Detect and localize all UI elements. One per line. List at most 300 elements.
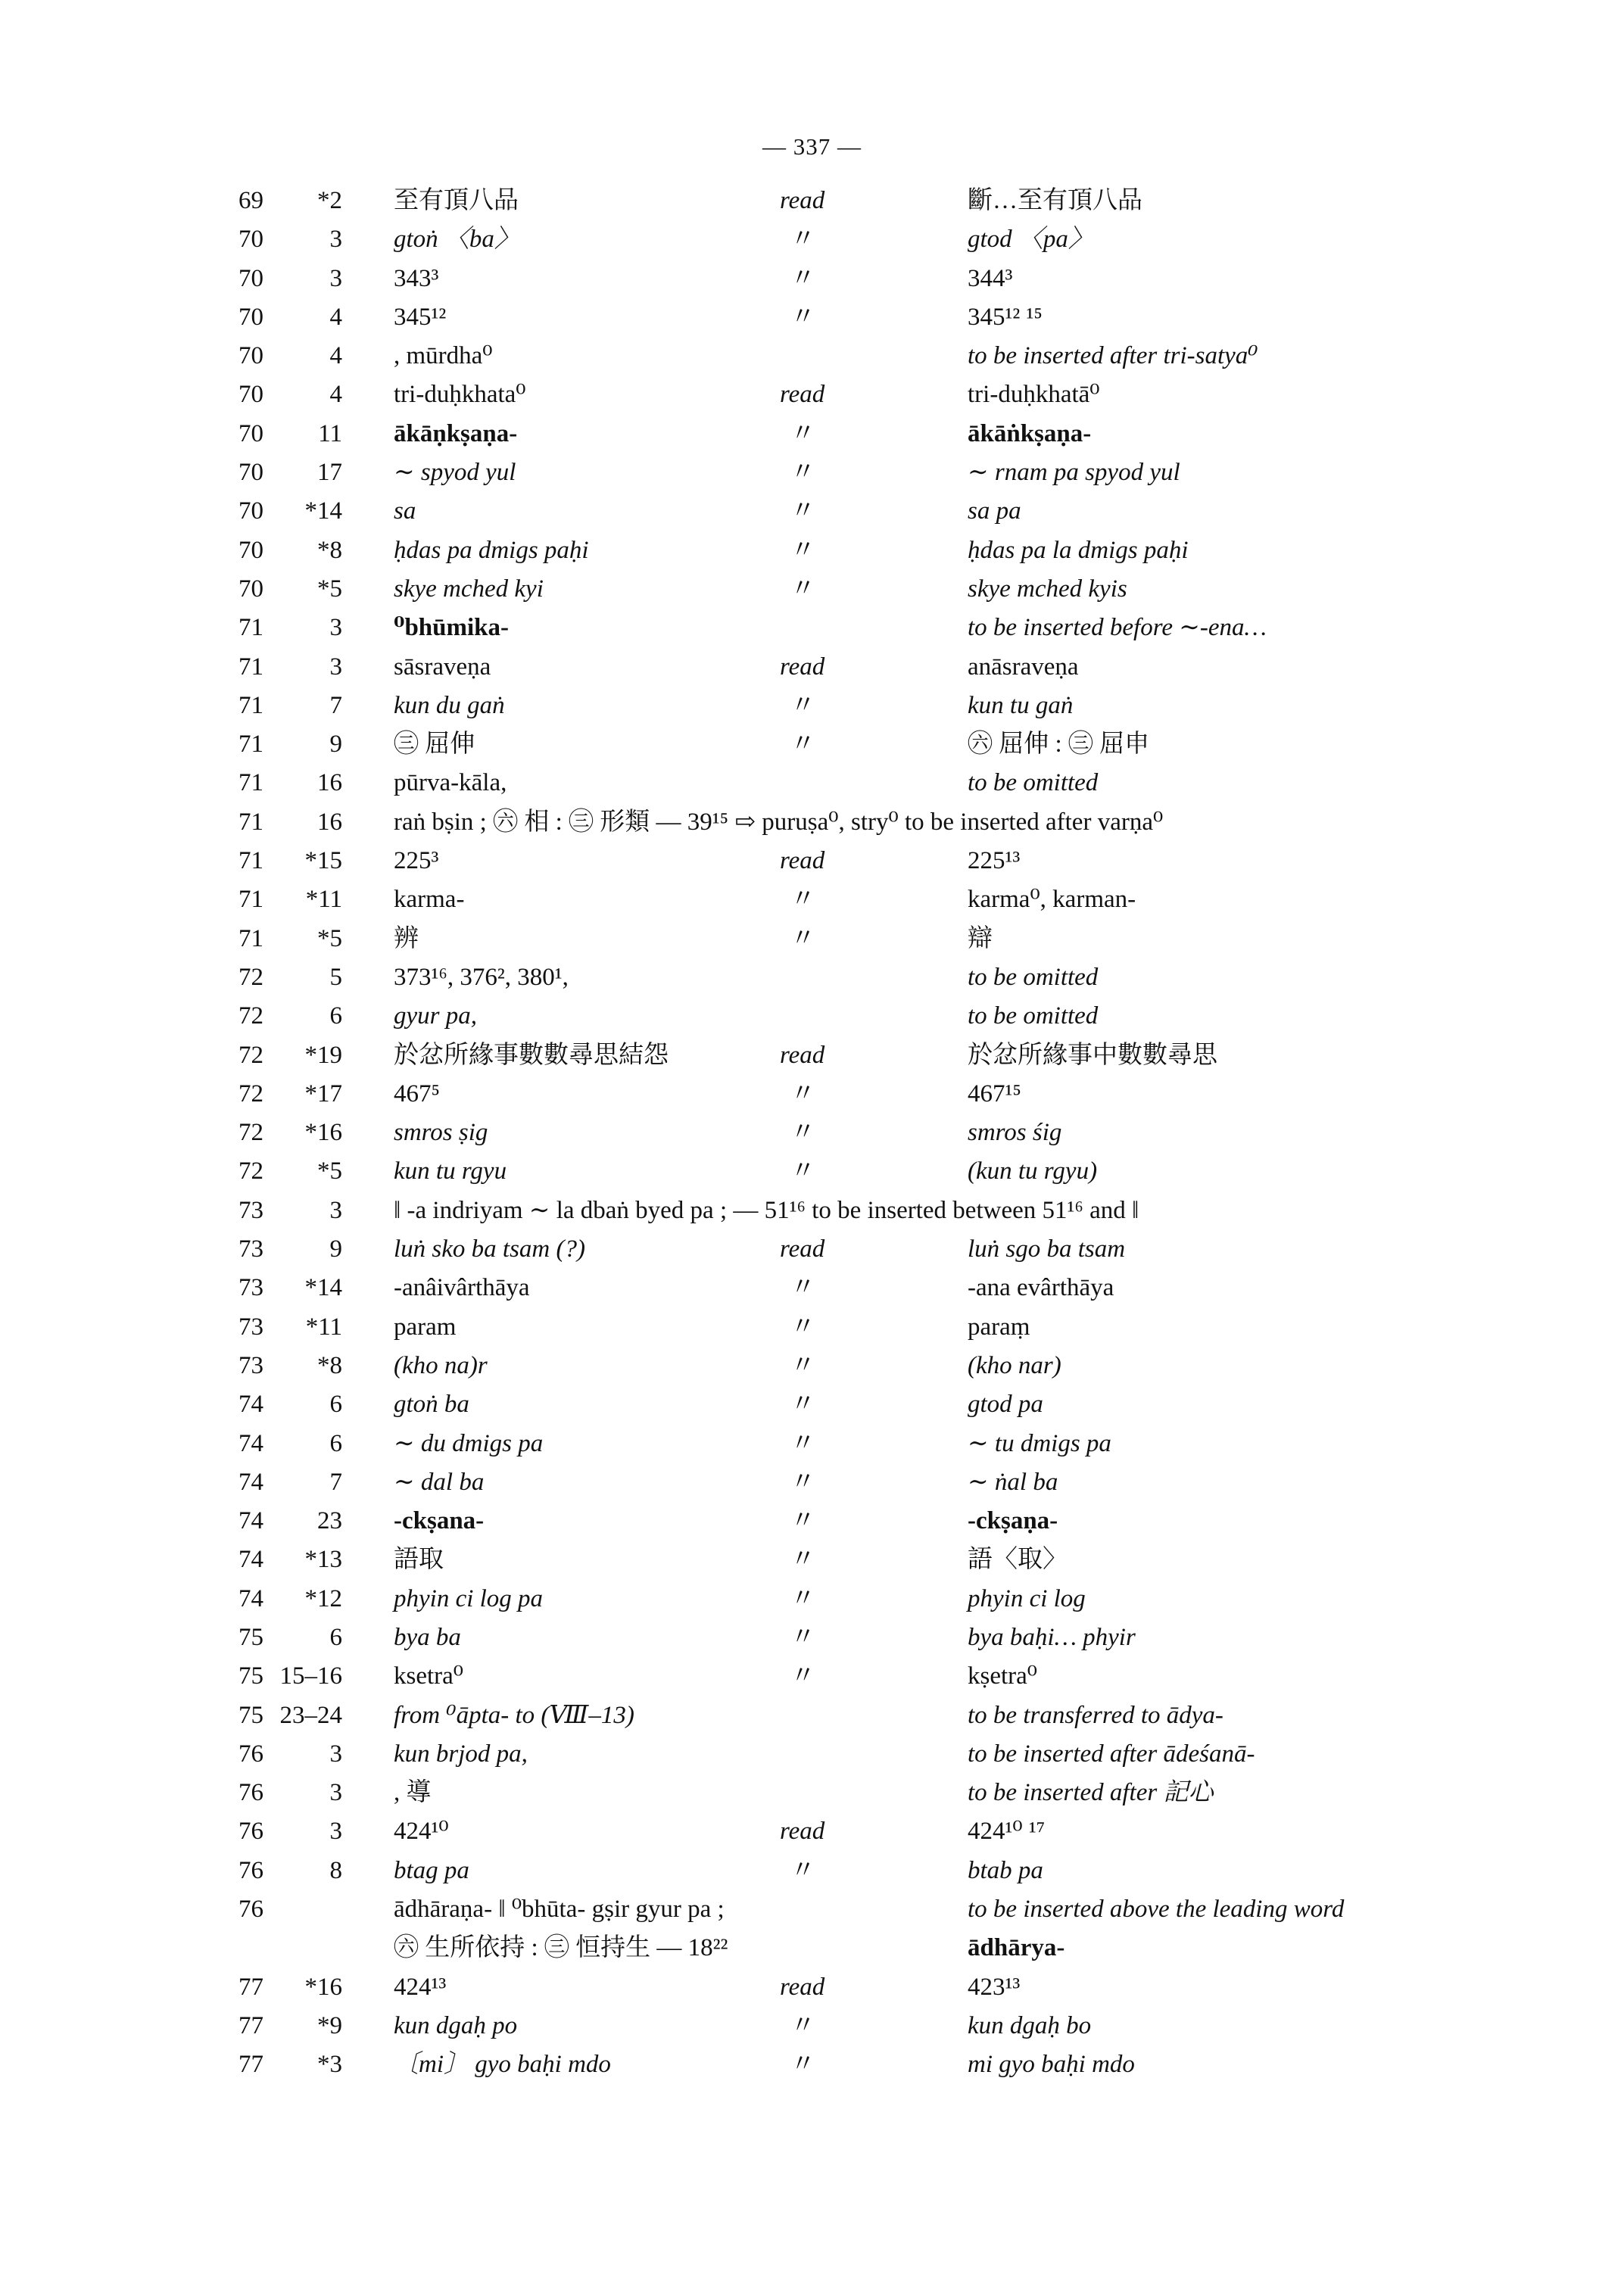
erroneous-text-line: 345¹² xyxy=(394,303,447,331)
line-ref: 8 xyxy=(329,1856,342,1884)
erroneous-text-line: ksetra⁰ xyxy=(394,1662,464,1690)
page-ref: 71 xyxy=(238,886,263,914)
page-ref: 76 xyxy=(238,1896,263,1924)
erroneous-text xyxy=(394,725,1045,764)
corrected-text xyxy=(968,609,1573,647)
erroneous-text-line: 424¹³ xyxy=(394,1973,447,2001)
erroneous-text-line: sa xyxy=(394,497,416,525)
erroneous-text-line: ‖ -a indriyam ∼ la dbaṅ byed pa ; — 51¹⁶ to be inserted between 51¹⁶ and ‖ xyxy=(394,1196,1139,1224)
corrected-text-line: 424¹⁰ ¹⁷ xyxy=(968,1818,1046,1846)
page-ref: 74 xyxy=(238,1546,263,1574)
erroneous-text xyxy=(394,1580,1045,1618)
page-ref: 70 xyxy=(238,381,263,409)
erroneous-text-line: 語取 xyxy=(394,1546,444,1574)
errata-row xyxy=(0,648,1624,687)
page-number: — 337 — xyxy=(762,133,862,160)
errata-row xyxy=(0,570,1624,609)
erroneous-text xyxy=(394,1463,1045,1502)
erroneous-text-line: 424¹⁰ xyxy=(394,1818,449,1846)
line-ref: *2 xyxy=(317,187,342,214)
erroneous-text xyxy=(394,609,1045,647)
errata-row xyxy=(0,725,1624,764)
errata-row xyxy=(0,260,1624,298)
erroneous-text xyxy=(394,1230,1045,1269)
errata-row xyxy=(0,1347,1624,1385)
erroneous-text-line: ākāṇkṣaṇa- xyxy=(394,419,518,447)
errata-row xyxy=(0,453,1624,492)
corrected-text-line: to be inserted above the leading word xyxy=(968,1896,1345,1924)
erroneous-text-line: ∼ dal ba xyxy=(394,1468,485,1496)
corrected-text xyxy=(968,1036,1573,1075)
line-ref: 4 xyxy=(329,303,342,331)
corrected-text xyxy=(968,1425,1573,1463)
erroneous-text-line: kun tu rgyu xyxy=(394,1157,507,1185)
errata-row xyxy=(0,337,1624,375)
erroneous-text-line: raṅ bṣin ; ㊅ 相 : ㊂ 形類 — 39¹⁵ ⇨ puruṣa⁰, stry⁰ to be inserted after varṇa⁰ xyxy=(394,808,1164,836)
corrected-text-line: karma⁰, karman- xyxy=(968,886,1136,914)
page-ref: 70 xyxy=(238,419,263,447)
erroneous-text xyxy=(394,648,1045,687)
page-ref: 76 xyxy=(238,1779,263,1807)
corrected-text-line: to be inserted after ādeśanā- xyxy=(968,1740,1255,1768)
erroneous-text-line: -ckṣana- xyxy=(394,1507,485,1535)
errata-row xyxy=(0,1269,1624,1307)
correction-verb: 〃 xyxy=(790,2011,815,2039)
erroneous-text xyxy=(394,1152,1045,1191)
erroneous-text xyxy=(394,1541,1045,1579)
erroneous-text xyxy=(394,531,1045,570)
correction-verb: 〃 xyxy=(790,1662,815,1690)
erroneous-text xyxy=(394,1618,1045,1657)
corrected-text xyxy=(968,1890,1573,1968)
corrected-text-line: bya baḥi… phyir xyxy=(968,1623,1136,1651)
page-ref: 74 xyxy=(238,1429,263,1457)
page-ref: 73 xyxy=(238,1313,263,1341)
corrected-text xyxy=(968,2045,1573,2084)
erroneous-text xyxy=(394,260,1045,298)
erroneous-text-line: gyur pa, xyxy=(394,1002,477,1030)
correction-verb: 〃 xyxy=(790,1119,815,1147)
erroneous-text xyxy=(394,415,1045,453)
correction-verb: read xyxy=(780,381,825,409)
page-ref: 76 xyxy=(238,1856,263,1884)
erroneous-text xyxy=(394,1269,1045,1307)
correction-verb: 〃 xyxy=(790,1274,815,1302)
erroneous-text-line: 至有頂八品 xyxy=(394,187,519,214)
corrected-text-line: to be omitted xyxy=(968,963,1099,991)
errata-row xyxy=(0,842,1624,880)
corrected-text xyxy=(968,1735,1573,1774)
corrected-text-line: ākāṅkṣaṇa- xyxy=(968,419,1092,447)
errata-row xyxy=(0,687,1624,725)
line-ref: *16 xyxy=(304,1973,342,2001)
corrected-text-line: ∼ tu dmigs pa xyxy=(968,1429,1111,1457)
correction-verb: 〃 xyxy=(790,1468,815,1496)
erroneous-text-line: bya ba xyxy=(394,1623,461,1651)
correction-verb: read xyxy=(780,1041,825,1069)
correction-verb: 〃 xyxy=(790,2051,815,2079)
page-ref: 75 xyxy=(238,1623,263,1651)
erroneous-text xyxy=(394,220,1045,259)
corrected-text-line: luṅ sgo ba tsam xyxy=(968,1235,1126,1263)
erroneous-text xyxy=(394,1890,1045,1968)
correction-verb: read xyxy=(780,847,825,875)
errata-row xyxy=(0,1425,1624,1463)
line-ref: *16 xyxy=(304,1119,342,1147)
correction-verb: 〃 xyxy=(790,924,815,952)
corrected-text-line: to be inserted after 記心 xyxy=(968,1779,1214,1807)
corrected-text xyxy=(968,1541,1573,1579)
errata-row xyxy=(0,415,1624,453)
line-ref: *5 xyxy=(317,575,342,603)
erroneous-text xyxy=(394,1657,1045,1696)
corrected-text-line: -ana evârthāya xyxy=(968,1274,1114,1302)
errata-row xyxy=(0,1890,1624,1968)
corrected-text-line: gtod 〈pa〉 xyxy=(968,226,1093,254)
line-ref: 16 xyxy=(317,769,342,797)
errata-row xyxy=(0,1308,1624,1347)
erroneous-text-line: ∼ spyod yul xyxy=(394,459,516,487)
erroneous-text xyxy=(394,1774,1045,1812)
line-ref: 6 xyxy=(329,1623,342,1651)
errata-row xyxy=(0,1385,1624,1424)
correction-verb: 〃 xyxy=(790,1429,815,1457)
erroneous-text xyxy=(394,997,1045,1036)
page-ref: 77 xyxy=(238,2051,263,2079)
line-ref: *13 xyxy=(304,1546,342,1574)
line-ref: 16 xyxy=(317,808,342,836)
correction-verb: read xyxy=(780,1973,825,2001)
erroneous-text xyxy=(394,687,1045,725)
erroneous-text xyxy=(394,1812,1045,1851)
corrected-text xyxy=(968,1308,1573,1347)
erroneous-text xyxy=(394,1968,1045,2007)
erroneous-text xyxy=(394,1347,1045,1385)
corrected-text-line: 225¹³ xyxy=(968,847,1021,875)
errata-row xyxy=(0,1774,1624,1812)
erroneous-text-line: ⁰bhūmika- xyxy=(394,614,510,642)
page-ref: 74 xyxy=(238,1584,263,1612)
corrected-text-line: 斷…至有頂八品 xyxy=(968,187,1142,214)
correction-verb: read xyxy=(780,653,825,681)
corrected-text xyxy=(968,725,1573,764)
corrected-text xyxy=(968,337,1573,375)
errata-row xyxy=(0,1075,1624,1114)
errata-row xyxy=(0,1230,1624,1269)
erroneous-text-line: ∼ du dmigs pa xyxy=(394,1429,544,1457)
page-ref: 77 xyxy=(238,1973,263,2001)
corrected-text xyxy=(968,260,1573,298)
corrected-text xyxy=(968,997,1573,1036)
erroneous-text-line: tri-duḥkhata⁰ xyxy=(394,381,526,409)
erroneous-text xyxy=(394,842,1045,880)
page-ref: 72 xyxy=(238,1119,263,1147)
erroneous-text xyxy=(394,570,1045,609)
erroneous-text-line: (kho na)r xyxy=(394,1351,488,1379)
line-ref: 23–24 xyxy=(279,1701,342,1729)
line-ref: 4 xyxy=(329,381,342,409)
errata-row xyxy=(0,1618,1624,1657)
page-ref: 70 xyxy=(238,497,263,525)
corrected-text xyxy=(968,1347,1573,1385)
corrected-text xyxy=(968,1580,1573,1618)
line-ref: 11 xyxy=(318,419,342,447)
corrected-text-line: ㊅ 屈伸 : ㊂ 屈申 xyxy=(968,731,1150,759)
erroneous-text-line: param xyxy=(394,1313,457,1341)
page-ref: 73 xyxy=(238,1351,263,1379)
line-ref: *15 xyxy=(304,847,342,875)
corrected-text xyxy=(968,182,1573,220)
corrected-text-line: -ckṣaṇa- xyxy=(968,1507,1058,1535)
corrected-text xyxy=(968,958,1573,997)
page-ref: 71 xyxy=(238,847,263,875)
correction-verb: 〃 xyxy=(790,1080,815,1108)
corrected-text-line: tri-duḥkhatā⁰ xyxy=(968,381,1100,409)
errata-row xyxy=(0,298,1624,337)
page-ref: 75 xyxy=(238,1662,263,1690)
line-ref: 23 xyxy=(317,1507,342,1535)
erroneous-text-line: ḥdas pa dmigs paḥi xyxy=(394,536,589,564)
page-ref: 76 xyxy=(238,1740,263,1768)
page-ref: 71 xyxy=(238,924,263,952)
line-ref: 9 xyxy=(329,1235,342,1263)
line-ref: 5 xyxy=(329,963,342,991)
page-ref: 71 xyxy=(238,769,263,797)
corrected-text-line: 於忿所緣事中數數尋思 xyxy=(968,1041,1217,1069)
line-ref: 3 xyxy=(329,226,342,254)
line-ref: *11 xyxy=(305,886,342,914)
page-ref: 71 xyxy=(238,731,263,759)
line-ref: 6 xyxy=(329,1002,342,1030)
corrected-text xyxy=(968,570,1573,609)
corrected-text-line: skye mched kyis xyxy=(968,575,1127,603)
errata-row xyxy=(0,2007,1624,2045)
line-ref: *8 xyxy=(317,536,342,564)
erroneous-text-line: 225³ xyxy=(394,847,439,875)
page-ref: 71 xyxy=(238,653,263,681)
page-ref: 72 xyxy=(238,1002,263,1030)
erroneous-text xyxy=(394,1075,1045,1114)
erroneous-text-line: phyin ci log pa xyxy=(394,1584,544,1612)
corrected-text xyxy=(968,415,1573,453)
line-ref: 3 xyxy=(329,264,342,292)
line-ref: 3 xyxy=(329,653,342,681)
errata-row xyxy=(0,880,1624,919)
erroneous-text xyxy=(394,492,1045,531)
corrected-text-line: anāsraveṇa xyxy=(968,653,1079,681)
erroneous-text xyxy=(394,1385,1045,1424)
errata-row xyxy=(0,1152,1624,1191)
erroneous-text xyxy=(394,2007,1045,2045)
erroneous-text xyxy=(394,1308,1045,1347)
corrected-text xyxy=(968,1463,1573,1502)
errata-row xyxy=(0,531,1624,570)
erroneous-text xyxy=(394,920,1045,958)
erroneous-text xyxy=(394,1114,1045,1152)
erroneous-text-line: 343³ xyxy=(394,264,439,292)
erroneous-text-line: , mūrdha⁰ xyxy=(394,342,493,370)
erroneous-text xyxy=(394,337,1045,375)
errata-table xyxy=(0,182,1624,2085)
erroneous-text xyxy=(394,1036,1045,1075)
corrected-text xyxy=(968,764,1573,802)
line-ref: 3 xyxy=(329,1779,342,1807)
line-ref: *5 xyxy=(317,924,342,952)
errata-row xyxy=(0,958,1624,997)
line-ref: 3 xyxy=(329,1196,342,1224)
erroneous-text-line: 373¹⁶, 376², 380¹, xyxy=(394,963,569,991)
corrected-text-line: 423¹³ xyxy=(968,1973,1021,2001)
erroneous-text xyxy=(394,764,1045,802)
erroneous-text-line: gtoṅ 〈ba〉 xyxy=(394,226,519,254)
errata-row xyxy=(0,764,1624,802)
page-ref: 70 xyxy=(238,536,263,564)
corrected-text-line: ādhārya- xyxy=(968,1934,1065,1962)
page-ref: 70 xyxy=(238,226,263,254)
line-ref: 3 xyxy=(329,1740,342,1768)
corrected-text-line: 語〈取〉 xyxy=(968,1546,1068,1574)
corrected-text xyxy=(968,375,1573,414)
errata-row xyxy=(0,1036,1624,1075)
line-ref: *17 xyxy=(304,1080,342,1108)
line-ref: 6 xyxy=(329,1429,342,1457)
corrected-text xyxy=(968,1075,1573,1114)
correction-verb: read xyxy=(780,1818,825,1846)
corrected-text xyxy=(968,1696,1573,1735)
corrected-text xyxy=(968,1385,1573,1424)
page-ref: 71 xyxy=(238,614,263,642)
erroneous-text xyxy=(394,1852,1045,1890)
correction-verb: 〃 xyxy=(790,886,815,914)
line-ref: *12 xyxy=(304,1584,342,1612)
erroneous-text-line: pūrva-kāla, xyxy=(394,769,507,797)
erroneous-text-line: kun du gaṅ xyxy=(394,691,505,719)
errata-row xyxy=(0,1812,1624,1851)
erroneous-text-line: luṅ sko ba tsam (?) xyxy=(394,1235,585,1263)
erroneous-text xyxy=(394,1502,1045,1541)
page-ref: 70 xyxy=(238,264,263,292)
corrected-text-line: kun tu gaṅ xyxy=(968,691,1074,719)
erroneous-text-line: 〔mi〕 gyo baḥi mdo xyxy=(394,2051,611,2079)
line-ref: 6 xyxy=(329,1391,342,1419)
erroneous-text xyxy=(394,803,1164,842)
correction-verb: 〃 xyxy=(790,459,815,487)
page-ref: 72 xyxy=(238,1157,263,1185)
page-ref: 70 xyxy=(238,303,263,331)
page-ref: 70 xyxy=(238,459,263,487)
corrected-text xyxy=(968,648,1573,687)
correction-verb: read xyxy=(780,187,825,214)
erroneous-text-line: skye mched kyi xyxy=(394,575,544,603)
correction-verb: 〃 xyxy=(790,691,815,719)
page-ref: 70 xyxy=(238,575,263,603)
corrected-text xyxy=(968,1812,1573,1851)
line-ref: *14 xyxy=(304,497,342,525)
corrected-text-line: btab pa xyxy=(968,1856,1043,1884)
corrected-text-line: 345¹² ¹⁵ xyxy=(968,303,1043,331)
line-ref: 7 xyxy=(329,1468,342,1496)
correction-verb: 〃 xyxy=(790,1623,815,1651)
erroneous-text-line: 於忿所緣事數數尋思結怨 xyxy=(394,1041,669,1069)
erroneous-text-line: ㊅ 生所依持 : ㊂ 恒持生 — 18²² xyxy=(394,1934,728,1962)
erroneous-text-line: -anâivârthāya xyxy=(394,1274,530,1302)
page-ref: 70 xyxy=(238,342,263,370)
corrected-text xyxy=(968,880,1573,919)
erroneous-text-line: sāsraveṇa xyxy=(394,653,491,681)
page-ref: 71 xyxy=(238,808,263,836)
correction-verb: 〃 xyxy=(790,1856,815,1884)
corrected-text-line: 辯 xyxy=(968,924,993,952)
correction-verb: 〃 xyxy=(790,264,815,292)
erroneous-text xyxy=(394,453,1045,492)
page-ref: 73 xyxy=(238,1196,263,1224)
correction-verb: 〃 xyxy=(790,731,815,759)
correction-verb: 〃 xyxy=(790,575,815,603)
corrected-text-line: mi gyo baḥi mdo xyxy=(968,2051,1135,2079)
correction-verb: 〃 xyxy=(790,1351,815,1379)
erroneous-text-line: from ⁰āpta- to (Ⅷ–13) xyxy=(394,1701,634,1729)
line-ref: *11 xyxy=(305,1313,342,1341)
line-ref: *14 xyxy=(304,1274,342,1302)
page-ref: 75 xyxy=(238,1701,263,1729)
page-ref: 73 xyxy=(238,1274,263,1302)
errata-row xyxy=(0,220,1624,259)
page-ref: 72 xyxy=(238,1041,263,1069)
page-ref: 73 xyxy=(238,1235,263,1263)
correction-verb: 〃 xyxy=(790,1584,815,1612)
errata-row xyxy=(0,1463,1624,1502)
correction-verb: 〃 xyxy=(790,536,815,564)
erroneous-text-line: kun brjod pa, xyxy=(394,1740,528,1768)
corrected-text xyxy=(968,1230,1573,1269)
line-ref: 3 xyxy=(329,614,342,642)
correction-verb: 〃 xyxy=(790,226,815,254)
corrected-text xyxy=(968,1774,1573,1812)
corrected-text-line: (kho nar) xyxy=(968,1351,1061,1379)
corrected-text-line: 467¹⁵ xyxy=(968,1080,1021,1108)
errata-row xyxy=(0,1657,1624,1696)
errata-row xyxy=(0,1114,1624,1152)
erroneous-text xyxy=(394,958,1045,997)
corrected-text xyxy=(968,2007,1573,2045)
corrected-text-line: kun dgaḥ bo xyxy=(968,2011,1092,2039)
corrected-text xyxy=(968,920,1573,958)
errata-row xyxy=(0,803,1624,842)
corrected-text xyxy=(968,220,1573,259)
corrected-text xyxy=(968,1618,1573,1657)
erroneous-text-line: btag pa xyxy=(394,1856,469,1884)
erroneous-text xyxy=(394,1425,1045,1463)
errata-row xyxy=(0,1192,1624,1230)
errata-row xyxy=(0,2045,1624,2084)
erroneous-text xyxy=(394,1192,1139,1230)
corrected-text-line: ∼ ṅal ba xyxy=(968,1468,1058,1496)
corrected-text xyxy=(968,1152,1573,1191)
correction-verb: 〃 xyxy=(790,1313,815,1341)
errata-row xyxy=(0,182,1624,220)
errata-row xyxy=(0,1541,1624,1579)
corrected-text-line: to be inserted before ∼-ena… xyxy=(968,614,1267,642)
erroneous-text xyxy=(394,2045,1045,2084)
line-ref: 17 xyxy=(317,459,342,487)
correction-verb: 〃 xyxy=(790,1507,815,1535)
errata-row xyxy=(0,997,1624,1036)
erroneous-text-line: , 導 xyxy=(394,1779,432,1807)
erroneous-text xyxy=(394,182,1045,220)
corrected-text xyxy=(968,1269,1573,1307)
correction-verb: 〃 xyxy=(790,1546,815,1574)
corrected-text-line: smros śig xyxy=(968,1119,1062,1147)
